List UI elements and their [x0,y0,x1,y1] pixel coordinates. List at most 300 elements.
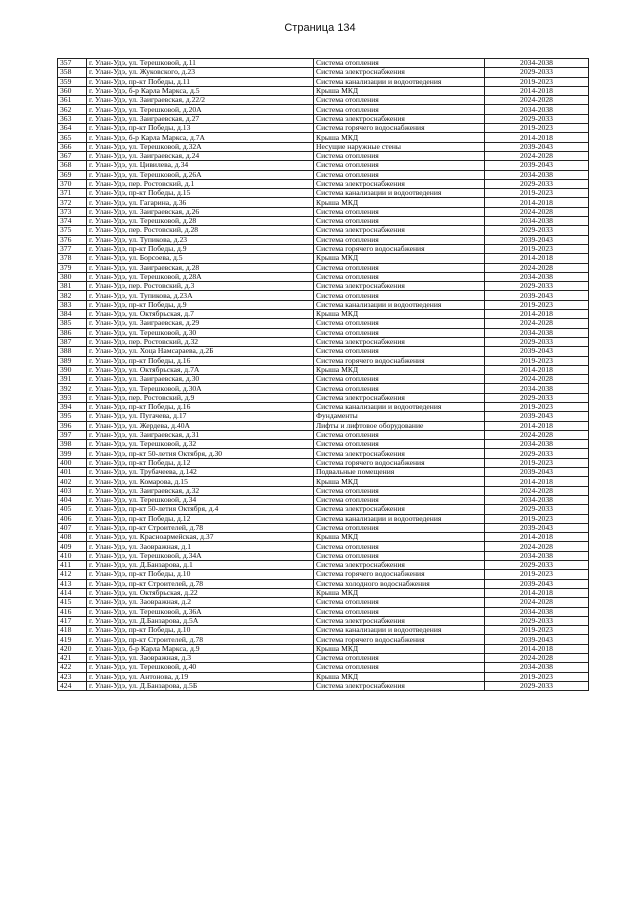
table-row [58,654,589,663]
address-cell: г. Улан-Удэ, ул. Тупикова, д.23А [87,291,314,300]
work-type-cell: Система отопления [314,235,485,244]
table-row [58,319,589,328]
period-cell: 2019-2023 [485,514,589,523]
address-cell: г. Улан-Удэ, пер. Ростовский, д.1 [87,179,314,188]
work-type-cell: Система отопления [314,375,485,384]
address-cell: г. Улан-Удэ, ул. Заиграевская, д.27 [87,114,314,123]
table-row [58,402,589,411]
period-cell: 2014-2018 [485,644,589,653]
row-number: 382 [58,291,87,300]
period-cell: 2029-2033 [485,449,589,458]
row-number: 421 [58,654,87,663]
period-cell: 2024-2028 [485,654,589,663]
work-type-cell: Крыша МКД [314,588,485,597]
address-cell: г. Улан-Удэ, ул. Терешковой, д.40 [87,663,314,672]
table-row [58,384,589,393]
row-number: 386 [58,328,87,337]
work-type-cell: Система отопления [314,523,485,532]
row-number: 424 [58,681,87,690]
table-row [58,244,589,253]
table-row [58,254,589,263]
work-type-cell: Крыша МКД [314,86,485,95]
address-cell: г. Улан-Удэ, пр-кт Победы, д.15 [87,189,314,198]
table-row [58,607,589,616]
work-type-cell: Система отопления [314,607,485,616]
address-cell: г. Улан-Удэ, ул. Жуковского, д.23 [87,68,314,77]
row-number: 369 [58,170,87,179]
work-type-cell: Система отопления [314,291,485,300]
row-number: 363 [58,114,87,123]
period-cell: 2024-2028 [485,375,589,384]
table-row [58,114,589,123]
address-cell: г. Улан-Удэ, ул. Терешковой, д.34А [87,551,314,560]
work-type-cell: Подвальные помещения [314,468,485,477]
period-cell: 2039-2043 [485,291,589,300]
table-row [58,616,589,625]
work-type-cell: Система электроснабжения [314,393,485,402]
table-row [58,523,589,532]
period-cell: 2029-2033 [485,681,589,690]
address-cell: г. Улан-Удэ, ул. Заовражная, д.3 [87,654,314,663]
work-type-cell: Система электроснабжения [314,337,485,346]
row-number: 405 [58,505,87,514]
address-cell: г. Улан-Удэ, ул. Терешковой, д.32 [87,440,314,449]
work-type-cell: Система отопления [314,654,485,663]
row-number: 411 [58,561,87,570]
row-number: 414 [58,588,87,597]
address-cell: г. Улан-Удэ, ул. Д.Банзарова, д.1 [87,561,314,570]
work-type-cell: Крыша МКД [314,133,485,142]
period-cell: 2039-2043 [485,635,589,644]
work-type-cell: Система отопления [314,430,485,439]
address-cell: г. Улан-Удэ, ул. Октябрьская, д.7 [87,310,314,319]
period-cell: 2034-2038 [485,551,589,560]
table-row [58,644,589,653]
row-number: 393 [58,393,87,402]
address-cell: г. Улан-Удэ, б-р Карла Маркса, д.5 [87,86,314,95]
row-number: 395 [58,412,87,421]
period-cell: 2014-2018 [485,133,589,142]
table-row [58,430,589,439]
row-number: 399 [58,449,87,458]
work-type-cell: Крыша МКД [314,644,485,653]
period-cell: 2039-2043 [485,412,589,421]
period-cell: 2024-2028 [485,263,589,272]
address-cell: г. Улан-Удэ, ул. Заиграевская, д.26 [87,207,314,216]
period-cell: 2014-2018 [485,254,589,263]
work-type-cell: Крыша МКД [314,477,485,486]
period-cell: 2019-2023 [485,300,589,309]
row-number: 388 [58,347,87,356]
table-row [58,124,589,133]
address-cell: г. Улан-Удэ, ул. Терешковой, д.36А [87,607,314,616]
table-row [58,421,589,430]
address-cell: г. Улан-Удэ, ул. Антонова, д.19 [87,672,314,681]
registry-table-body [58,59,589,691]
period-cell: 2029-2033 [485,282,589,291]
table-row [58,514,589,523]
period-cell: 2034-2038 [485,607,589,616]
row-number: 413 [58,579,87,588]
address-cell: г. Улан-Удэ, пр-кт Победы, д.16 [87,356,314,365]
work-type-cell: Система отопления [314,542,485,551]
row-number: 359 [58,77,87,86]
work-type-cell: Крыша МКД [314,310,485,319]
row-number: 378 [58,254,87,263]
period-cell: 2034-2038 [485,217,589,226]
period-cell: 2014-2018 [485,533,589,542]
work-type-cell: Система отопления [314,263,485,272]
address-cell: г. Улан-Удэ, пер. Ростовский, д.3 [87,282,314,291]
address-cell: г. Улан-Удэ, пр-кт Строителей, д.78 [87,579,314,588]
period-cell: 2029-2033 [485,68,589,77]
period-cell: 2034-2038 [485,495,589,504]
address-cell: г. Улан-Удэ, ул. Заиграевская, д.32 [87,486,314,495]
address-cell: г. Улан-Удэ, б-р Карла Маркса, д.9 [87,644,314,653]
table-row [58,505,589,514]
address-cell: г. Улан-Удэ, пер. Ростовский, д.9 [87,393,314,402]
table-row [58,142,589,151]
work-type-cell: Система отопления [314,96,485,105]
work-type-cell: Система отопления [314,151,485,160]
work-type-cell: Система горячего водоснабжения [314,356,485,365]
table-row [58,310,589,319]
address-cell: г. Улан-Удэ, ул. Заиграевская, д.31 [87,430,314,439]
table-row [58,570,589,579]
period-cell: 2039-2043 [485,523,589,532]
table-row [58,375,589,384]
address-cell: г. Улан-Удэ, б-р Карла Маркса, д.7А [87,133,314,142]
address-cell: г. Улан-Удэ, ул. Терешковой, д.28А [87,272,314,281]
work-type-cell: Система электроснабжения [314,616,485,625]
address-cell: г. Улан-Удэ, ул. Д.Банзарова, д.5А [87,616,314,625]
period-cell: 2034-2038 [485,440,589,449]
period-cell: 2019-2023 [485,458,589,467]
address-cell: г. Улан-Удэ, пр-кт Победы, д.11 [87,77,314,86]
work-type-cell: Система отопления [314,598,485,607]
period-cell: 2034-2038 [485,272,589,281]
address-cell: г. Улан-Удэ, пр-кт Победы, д.12 [87,514,314,523]
work-type-cell: Система электроснабжения [314,282,485,291]
table-row [58,663,589,672]
row-number: 412 [58,570,87,579]
address-cell: г. Улан-Удэ, ул. Заиграевская, д.30 [87,375,314,384]
work-type-cell: Крыша МКД [314,254,485,263]
table-row [58,356,589,365]
period-cell: 2014-2018 [485,310,589,319]
period-cell: 2029-2033 [485,114,589,123]
work-type-cell: Система горячего водоснабжения [314,124,485,133]
period-cell: 2019-2023 [485,570,589,579]
address-cell: г. Улан-Удэ, ул. Терешковой, д.28 [87,217,314,226]
row-number: 419 [58,635,87,644]
address-cell: г. Улан-Удэ, пер. Ростовский, д.32 [87,337,314,346]
table-row [58,189,589,198]
work-type-cell: Система горячего водоснабжения [314,244,485,253]
period-cell: 2019-2023 [485,124,589,133]
row-number: 368 [58,161,87,170]
period-cell: 2019-2023 [485,189,589,198]
address-cell: г. Улан-Удэ, пр-кт 50-летия Октября, д.30 [87,449,314,458]
table-row [58,542,589,551]
work-type-cell: Система отопления [314,272,485,281]
table-row [58,588,589,597]
table-row [58,59,589,68]
address-cell: г. Улан-Удэ, ул. Терешковой, д.20А [87,105,314,114]
address-cell: г. Улан-Удэ, ул. Трубачеева, д.142 [87,468,314,477]
work-type-cell: Система электроснабжения [314,179,485,188]
period-cell: 2039-2043 [485,161,589,170]
table-row [58,635,589,644]
period-cell: 2029-2033 [485,179,589,188]
address-cell: г. Улан-Удэ, ул. Терешковой, д.30А [87,384,314,393]
table-row [58,449,589,458]
table-row [58,170,589,179]
table-row [58,291,589,300]
work-type-cell: Система канализации и водоотведения [314,626,485,635]
table-row [58,68,589,77]
work-type-cell: Система отопления [314,486,485,495]
row-number: 407 [58,523,87,532]
period-cell: 2024-2028 [485,96,589,105]
period-cell: 2024-2028 [485,319,589,328]
address-cell: г. Улан-Удэ, ул. Октябрьская, д.22 [87,588,314,597]
table-row [58,495,589,504]
work-type-cell: Крыша МКД [314,533,485,542]
period-cell: 2029-2033 [485,337,589,346]
row-number: 366 [58,142,87,151]
address-cell: г. Улан-Удэ, пр-кт Победы, д.9 [87,300,314,309]
work-type-cell: Система отопления [314,319,485,328]
table-row [58,561,589,570]
period-cell: 2034-2038 [485,663,589,672]
row-number: 374 [58,217,87,226]
row-number: 403 [58,486,87,495]
address-cell: г. Улан-Удэ, пр-кт Победы, д.12 [87,458,314,467]
table-row [58,533,589,542]
row-number: 394 [58,402,87,411]
work-type-cell: Система электроснабжения [314,505,485,514]
table-row [58,468,589,477]
row-number: 370 [58,179,87,188]
work-type-cell: Система горячего водоснабжения [314,635,485,644]
period-cell: 2024-2028 [485,207,589,216]
row-number: 391 [58,375,87,384]
work-type-cell: Система электроснабжения [314,681,485,690]
work-type-cell: Система отопления [314,495,485,504]
work-type-cell: Система отопления [314,170,485,179]
table-row [58,207,589,216]
address-cell: г. Улан-Удэ, ул. Терешковой, д.26А [87,170,314,179]
address-cell: г. Улан-Удэ, ул. Пугачева, д.17 [87,412,314,421]
address-cell: г. Улан-Удэ, пр-кт Победы, д.16 [87,402,314,411]
table-row [58,86,589,95]
table-row [58,579,589,588]
period-cell: 2014-2018 [485,421,589,430]
table-row [58,151,589,160]
work-type-cell: Система электроснабжения [314,449,485,458]
work-type-cell: Система отопления [314,59,485,68]
row-number: 423 [58,672,87,681]
period-cell: 2014-2018 [485,86,589,95]
work-type-cell: Система отопления [314,207,485,216]
address-cell: г. Улан-Удэ, ул. Октябрьская, д.7А [87,365,314,374]
row-number: 389 [58,356,87,365]
address-cell: г. Улан-Удэ, ул. Заиграевская, д.28 [87,263,314,272]
period-cell: 2024-2028 [485,598,589,607]
address-cell: г. Улан-Удэ, пр-кт Строителей, д.78 [87,635,314,644]
table-row [58,477,589,486]
work-type-cell: Крыша МКД [314,198,485,207]
address-cell: г. Улан-Удэ, ул. Терешковой, д.32А [87,142,314,151]
period-cell: 2019-2023 [485,77,589,86]
period-cell: 2034-2038 [485,105,589,114]
period-cell: 2029-2033 [485,616,589,625]
address-cell: г. Улан-Удэ, пр-кт Победы, д.9 [87,244,314,253]
table-row [58,235,589,244]
row-number: 361 [58,96,87,105]
row-number: 402 [58,477,87,486]
period-cell: 2034-2038 [485,328,589,337]
row-number: 381 [58,282,87,291]
table-row [58,365,589,374]
work-type-cell: Система горячего водоснабжения [314,458,485,467]
work-type-cell: Лифты и лифтовое оборудование [314,421,485,430]
row-number: 375 [58,226,87,235]
period-cell: 2014-2018 [485,477,589,486]
period-cell: 2024-2028 [485,151,589,160]
period-cell: 2014-2018 [485,365,589,374]
work-type-cell: Система канализации и водоотведения [314,189,485,198]
address-cell: г. Улан-Удэ, ул. Красноармейская, д.37 [87,533,314,542]
row-number: 387 [58,337,87,346]
period-cell: 2024-2028 [485,542,589,551]
address-cell: г. Улан-Удэ, ул. Терешковой, д.11 [87,59,314,68]
work-type-cell: Система отопления [314,551,485,560]
row-number: 385 [58,319,87,328]
work-type-cell: Система горячего водоснабжения [314,570,485,579]
period-cell: 2024-2028 [485,486,589,495]
row-number: 383 [58,300,87,309]
address-cell: г. Улан-Удэ, ул. Терешковой, д.30 [87,328,314,337]
row-number: 357 [58,59,87,68]
period-cell: 2039-2043 [485,142,589,151]
table-row [58,161,589,170]
row-number: 410 [58,551,87,560]
address-cell: г. Улан-Удэ, пр-кт Победы, д.10 [87,570,314,579]
row-number: 371 [58,189,87,198]
work-type-cell: Система отопления [314,440,485,449]
page-title: Страница 134 [284,22,356,34]
period-cell: 2034-2038 [485,384,589,393]
table-row [58,226,589,235]
period-cell: 2014-2018 [485,588,589,597]
work-type-cell: Система электроснабжения [314,68,485,77]
period-cell: 2029-2033 [485,505,589,514]
work-type-cell: Система электроснабжения [314,114,485,123]
period-cell: 2039-2043 [485,235,589,244]
row-number: 376 [58,235,87,244]
period-cell: 2024-2028 [485,430,589,439]
address-cell: г. Улан-Удэ, ул. Цивилева, д.34 [87,161,314,170]
address-cell: г. Улан-Удэ, ул. Терешковой, д.34 [87,495,314,504]
table-row [58,598,589,607]
work-type-cell: Система электроснабжения [314,561,485,570]
row-number: 417 [58,616,87,625]
table-row [58,282,589,291]
table-row [58,393,589,402]
table-row [58,681,589,690]
row-number: 396 [58,421,87,430]
row-number: 379 [58,263,87,272]
address-cell: г. Улан-Удэ, ул. Жердева, д.40А [87,421,314,430]
address-cell: г. Улан-Удэ, ул. Заиграевская, д.24 [87,151,314,160]
address-cell: г. Улан-Удэ, ул. Заиграевская, д.22/2 [87,96,314,105]
period-cell: 2029-2033 [485,226,589,235]
row-number: 384 [58,310,87,319]
period-cell: 2019-2023 [485,626,589,635]
period-cell: 2029-2033 [485,561,589,570]
table-row [58,412,589,421]
table-row [58,272,589,281]
table-row [58,263,589,272]
period-cell: 2019-2023 [485,356,589,365]
row-number: 390 [58,365,87,374]
work-type-cell: Несущие наружные стены [314,142,485,151]
address-cell: г. Улан-Удэ, ул. Заиграевская, д.29 [87,319,314,328]
address-cell: г. Улан-Удэ, ул. Гагарина, д.36 [87,198,314,207]
work-type-cell: Система холодного водоснабжения [314,579,485,588]
period-cell: 2019-2023 [485,244,589,253]
row-number: 422 [58,663,87,672]
work-type-cell: Система отопления [314,105,485,114]
table-row [58,672,589,681]
work-type-cell: Система канализации и водоотведения [314,77,485,86]
work-type-cell: Крыша МКД [314,672,485,681]
row-number: 364 [58,124,87,133]
period-cell: 2034-2038 [485,170,589,179]
period-cell: 2019-2023 [485,402,589,411]
row-number: 404 [58,495,87,504]
row-number: 401 [58,468,87,477]
address-cell: г. Улан-Удэ, ул. Заовражная, д.1 [87,542,314,551]
work-type-cell: Система канализации и водоотведения [314,300,485,309]
row-number: 377 [58,244,87,253]
table-row [58,626,589,635]
table-row [58,328,589,337]
table-row [58,96,589,105]
work-type-cell: Крыша МКД [314,365,485,374]
table-row [58,105,589,114]
period-cell: 2039-2043 [485,468,589,477]
row-number: 398 [58,440,87,449]
address-cell: г. Улан-Удэ, пр-кт Победы, д.10 [87,626,314,635]
address-cell: г. Улан-Удэ, ул. Борсоева, д.5 [87,254,314,263]
table-row [58,337,589,346]
work-type-cell: Система электроснабжения [314,226,485,235]
address-cell: г. Улан-Удэ, ул. Заовражная, д.2 [87,598,314,607]
row-number: 373 [58,207,87,216]
row-number: 400 [58,458,87,467]
work-type-cell: Система отопления [314,328,485,337]
row-number: 418 [58,626,87,635]
period-cell: 2039-2043 [485,347,589,356]
work-type-cell: Система канализации и водоотведения [314,514,485,523]
row-number: 392 [58,384,87,393]
address-cell: г. Улан-Удэ, ул. Д.Банзарова, д.5Б [87,681,314,690]
table-row [58,458,589,467]
row-number: 367 [58,151,87,160]
